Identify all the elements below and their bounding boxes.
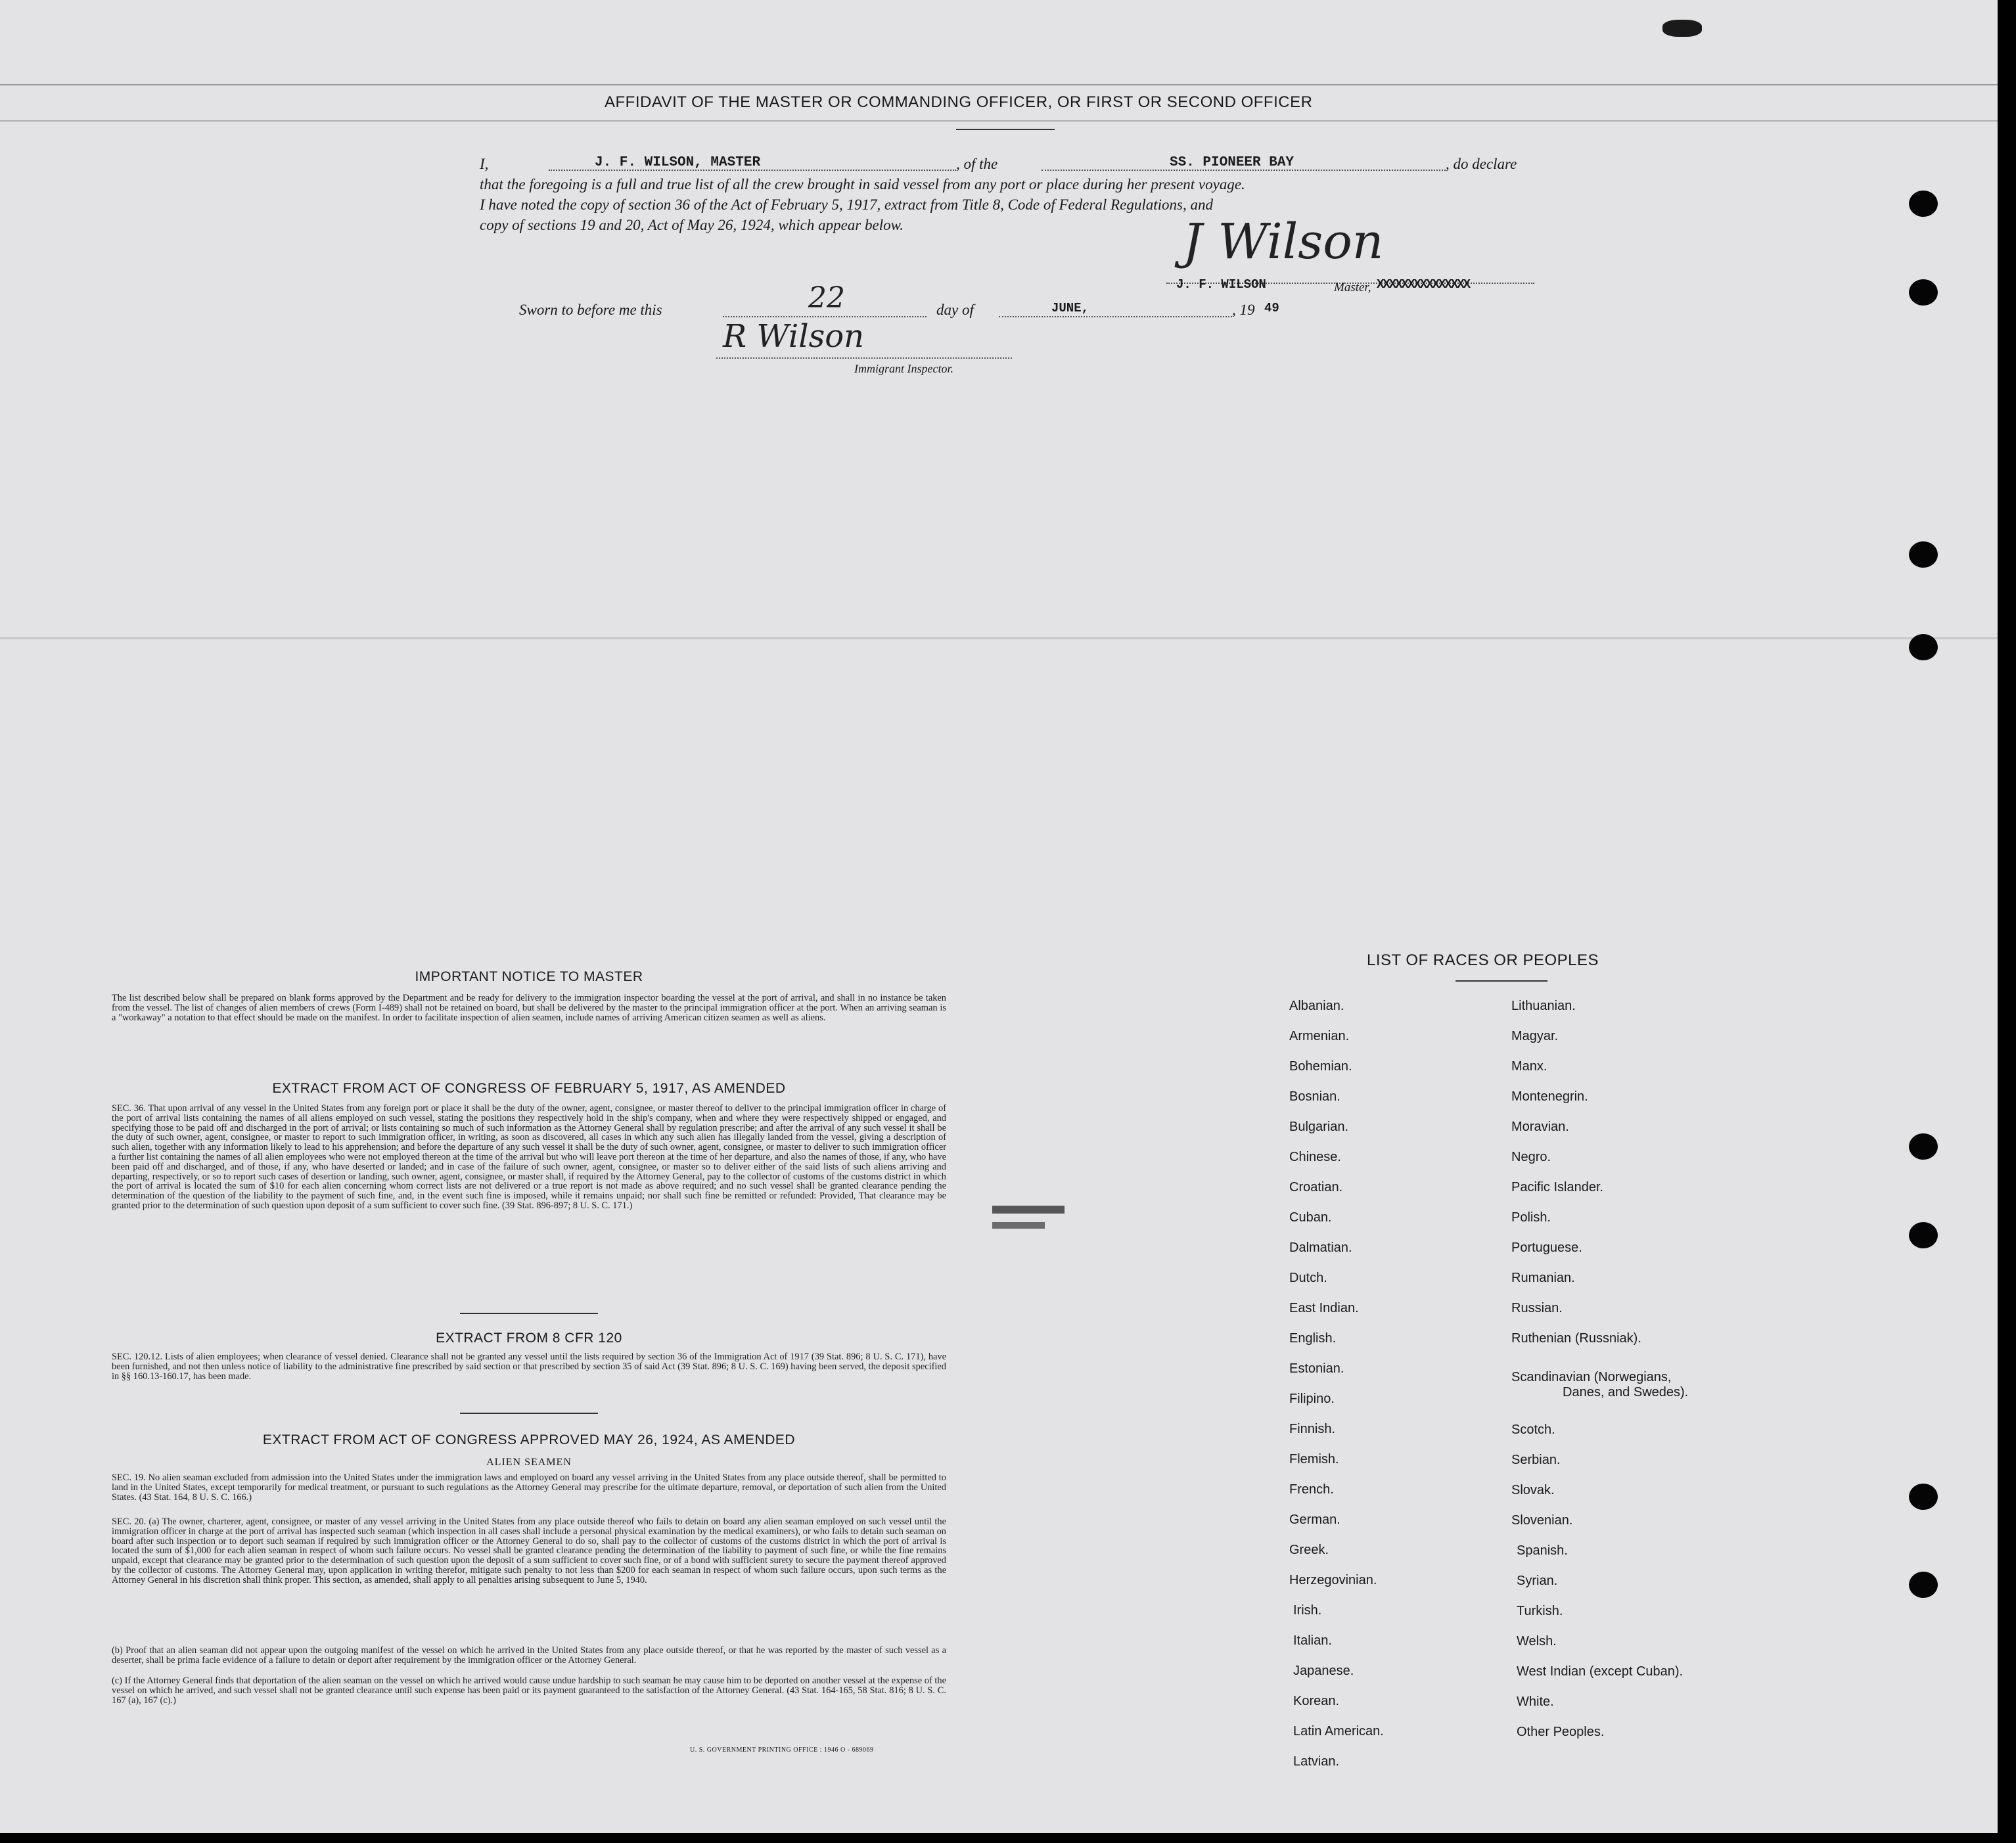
race-item: Bosnian. <box>1289 1089 1340 1104</box>
middle-fold-line <box>0 637 1998 639</box>
year-suffix: 49 <box>1264 301 1279 315</box>
scan-border-bottom <box>0 1833 2016 1843</box>
race-item: German. <box>1289 1513 1340 1527</box>
vessel-name: SS. PIONEER BAY <box>1170 155 1294 170</box>
day-line <box>723 316 927 317</box>
sworn-label: Sworn to before me this <box>519 302 662 318</box>
day-of-label: day of <box>936 302 974 318</box>
race-item: Pacific Islander. <box>1511 1180 1604 1195</box>
declaration-of: , of the <box>956 156 998 172</box>
race-item: Estonian. <box>1289 1361 1344 1376</box>
master-signature-script: J Wilson <box>1183 214 1384 270</box>
master-label: Master, <box>1334 281 1371 294</box>
ink-blot <box>992 1206 1065 1214</box>
year-prefix: , 19 <box>1232 302 1255 318</box>
race-item: Armenian. <box>1289 1029 1350 1043</box>
binder-hole <box>1909 1484 1938 1510</box>
race-item: Turkish. <box>1517 1604 1563 1618</box>
race-item: Bulgarian. <box>1289 1120 1349 1134</box>
inspector-signature: R Wilson <box>723 318 865 355</box>
race-item: Herzegovinian. <box>1289 1573 1377 1587</box>
race-item: Negro. <box>1511 1150 1551 1164</box>
section-20b-text: (b) Proof that an alien seaman did not appear upon the outgoing manifest of the vessel on which he arrived in the United States from any place outside thereof, or that he was reported by the master of such vessel as a deserter, shall be prima facie evidence of a failure to detain or deport after requirement by the immigration officer or the Attorney General. <box>112 1645 946 1666</box>
master-name: J. F. WILSON, MASTER <box>595 155 761 170</box>
race-item: East Indian. <box>1289 1301 1359 1315</box>
race-item: Filipino. <box>1289 1392 1335 1406</box>
declaration-declare: , do declare <box>1446 156 1517 172</box>
race-item: Greek. <box>1289 1543 1329 1557</box>
extract-1917-heading: EXTRACT FROM ACT OF CONGRESS OF FEBRUARY 5, 1917, AS AMENDED <box>272 1081 786 1096</box>
race-item: Cuban. <box>1289 1210 1332 1225</box>
notice-heading: IMPORTANT NOTICE TO MASTER <box>415 969 643 984</box>
race-item: Irish. <box>1293 1603 1322 1618</box>
printer-imprint: U. S. GOVERNMENT PRINTING OFFICE : 1946 O - 689069 <box>690 1746 874 1754</box>
race-item: Slovak. <box>1511 1483 1555 1497</box>
declaration-line-3: I have noted the copy of section 36 of the Act of February 5, 1917, extract from Title 8, Code of Federal Regulations, and <box>480 196 1213 213</box>
race-item: Moravian. <box>1511 1120 1569 1134</box>
race-item: Slovenian. <box>1511 1513 1573 1528</box>
race-item: Serbian. <box>1511 1453 1561 1467</box>
section-rule <box>460 1313 598 1314</box>
extract-1924-heading: EXTRACT FROM ACT OF CONGRESS APPROVED MAY 26, 1924, AS AMENDED <box>262 1432 796 1447</box>
master-signature-typed: J. F. WILSON <box>1176 277 1266 292</box>
extract-cfr-heading: EXTRACT FROM 8 CFR 120 <box>436 1331 622 1346</box>
race-item: Dalmatian. <box>1289 1240 1352 1255</box>
title-rule <box>956 129 1055 130</box>
declaration-line-2: that the foregoing is a full and true list of all the crew brought in said vessel from any port or place during her present voyage. <box>480 176 1245 193</box>
section-20c-text: (c) If the Attorney General finds that deportation of the alien seaman on the vessel on which he arrived would cause undue hardship to such seaman he may cause him to be deported on another vessel at the expense of the vessel on which he arrived, and such vessel shall not be granted clearance until such expense has been paid or its payment guaranteed to the satisfaction of the Attorney General. (43 Stat. 164-165, 58 Stat. 816; 8 U. S. C. 167 (a), 167 (c).) <box>112 1675 946 1706</box>
affidavit-title: AFFIDAVIT OF THE MASTER OR COMMANDING OFFICER, OR FIRST OR SECOND OFFICER <box>605 93 1313 111</box>
race-item: Croatian. <box>1289 1180 1343 1195</box>
scan-border-right <box>1998 0 2016 1843</box>
race-item-scandinavian-cont: Danes, and Swedes). <box>1563 1385 1689 1399</box>
binder-hole <box>1909 191 1938 217</box>
notice-text: The list described below shall be prepared on blank forms approved by the Department and be ready for delivery to the immigration inspector boarding the vessel at the port of arrival, and shall in no instance be taken from the vessel. The list of changes of alien members of crews (Form I-489) shall not be retained on board, but shall be delivered by the master to the principal immigration officer at the port. When an arriving seaman is a "workaway" a notation to that effect should be made on the manifest. In order to facilitate inspection of alien seamen, include names of arriving American citizen seamen as well as aliens. <box>112 993 946 1023</box>
struck-title: XXXXXXXXXXXXXXX <box>1377 277 1470 292</box>
race-item: Lithuanian. <box>1511 999 1576 1013</box>
ink-blot <box>992 1222 1045 1229</box>
race-item-scandinavian: Scandinavian (Norwegians, <box>1511 1370 1672 1384</box>
race-item: French. <box>1289 1482 1334 1497</box>
race-item: Korean. <box>1293 1694 1340 1708</box>
race-item: Manx. <box>1511 1059 1547 1074</box>
binder-hole <box>1909 1572 1938 1598</box>
races-title-rule <box>1455 980 1547 982</box>
race-item: White. <box>1517 1695 1554 1709</box>
race-item: Ruthenian (Russniak). <box>1511 1331 1641 1346</box>
ink-blot <box>1662 20 1702 37</box>
race-item: Other Peoples. <box>1517 1725 1605 1739</box>
inspector-label: Immigrant Inspector. <box>854 362 953 375</box>
race-item: Flemish. <box>1289 1452 1339 1467</box>
section-20a-text: SEC. 20. (a) The owner, charterer, agent, consignee, or master of any vessel arriving in the United States from any place outside thereof who fails to detain on board any alien seaman employed on such vessel until the immigration officer in charge at the port of arrival has inspected such seaman (which inspection in all cases shall include a personal physical examination by the medical examiners), or who fails to detain such seaman on board after such inspection or to deport such seaman if required by such immigration officer or the Attorney General to do so, shall pay to the collector of customs of the customs district in which the port of arrival is located the sum of $1,000 for each alien seaman in respect of whom such failure occurs. No vessel shall be granted clearance pending the determination of the liability to payment of such fine, or while the fine remains unpaid, except that clearance may be granted prior to the determination of such question upon the deposit of a sum sufficient to cover such fine, or of a bond with sufficient surety to secure the payment thereof approved by the collector of customs. The Attorney General may, upon application in writing therefor, mitigate such penalty to not less than $200 for each seaman in respect of whom such failure occurs, upon such terms as the Attorney General in his discretion shall think proper. This section, as amended, shall apply to all penalties arising subsequent to June 5, 1940. <box>112 1516 946 1585</box>
month-line <box>999 316 1232 317</box>
race-item: Rumanian. <box>1511 1271 1575 1285</box>
extract-cfr-text: SEC. 120.12. Lists of alien employees; when clearance of vessel denied. Clearance shall not be granted any vessel until the lists required by section 36 of the Immigration Act of 1917 (39 Stat. 896; 8 U. S. C. 171), have been furnished, and not then unless notice of liability to the administrative fine prescribed by said section or that prescribed by section 35 of said Act (39 Stat. 896; 8 U. S. C. 169) having been served, the deposit specified in §§ 160.13-160.17, has been made. <box>112 1352 946 1382</box>
race-item: Japanese. <box>1293 1664 1354 1678</box>
race-item: Latvian. <box>1293 1754 1340 1769</box>
declaration-line-4: copy of sections 19 and 20, Act of May 26, 1924, which appear below. <box>480 217 904 233</box>
race-item: Scotch. <box>1511 1422 1555 1437</box>
race-item: Montenegrin. <box>1511 1089 1588 1104</box>
race-item: Portuguese. <box>1511 1240 1582 1255</box>
sworn-day: 22 <box>808 281 845 315</box>
alien-seamen-subheading: ALIEN SEAMEN <box>486 1457 572 1468</box>
race-item: English. <box>1289 1331 1337 1346</box>
extract-1917-text: SEC. 36. That upon arrival of any vessel in the United States from any foreign port or place it shall be the duty of the owner, agent, consignee, or master thereof to deliver to the principal immigration officer in charge of the port of arrival lists containing the names of all aliens employed on such vessel, stating the positions they respectively hold in the ship's company, when and where they were respectively shipped or engaged, and specifying those to be paid off and discharged in the port of arrival; or lists containing so much of such information as the Attorney General shall by regulation prescribe; and after the arrival of any such vessel it shall be the duty of such owner, agent, consignee, or master to report to such immigration officer, in writing, as soon as discovered, all cases in which any such alien has illegally landed from the vessel, giving a description of such alien, together with any information likely to lead to his apprehension; and before the departure of any such vessel it shall be the duty of such owner, agent, consignee, or master to deliver to such immigration officer a further list containing the names of all alien employees who were not employed thereon at the time of the arrival but who will leave port thereon at the time of her departure, and also the names of those, if any, who have been paid off and discharged, and of those, if any, who have deserted or landed; and in case of the failure of such owner, agent, consignee, or master so to deliver either of the said lists of such aliens arriving and departing, respectively, or so to report such cases of desertion or landing, such owner, agent, consignee, or master shall, if required by the Attorney General, pay to the collector of customs of the customs district in which the port of arrival is located the sum of $10 for each alien concerning whom correct lists are not delivered or a true report is not made as above required; and no such vessel shall be granted clearance pending the determination of the question of the liability to the payment of such fine, and, in the event such fine is imposed, while it remains unpaid; nor shall such fine be remitted or refunded: Provided, That clearance may be granted prior to the determination of such question upon deposit of a sum sufficient to cover such fine. (39 Stat. 896-897; 8 U. S. C. 171.) <box>112 1103 946 1211</box>
race-item: West Indian (except Cuban). <box>1517 1664 1684 1679</box>
race-item: Finnish. <box>1289 1422 1336 1436</box>
sworn-month: JUNE, <box>1051 301 1089 315</box>
races-title: LIST OF RACES OR PEOPLES <box>1367 951 1599 969</box>
section-19-text: SEC. 19. No alien seaman excluded from admission into the United States under the immigration laws and employed on board any vessel arriving in the United States from any place outside thereof, shall be permitted to land in the United States, except temporarily for medical treatment, or pursuant to such regulations as the Attorney General may prescribe for the ultimate departure, removal, or deportation of such alien from the United States. (43 Stat. 164, 8 U. S. C. 166.) <box>112 1472 946 1503</box>
race-item: Chinese. <box>1289 1150 1341 1164</box>
binder-hole <box>1909 1133 1938 1160</box>
race-item: Polish. <box>1511 1210 1551 1225</box>
section-rule <box>460 1413 598 1414</box>
race-item: Syrian. <box>1517 1574 1558 1588</box>
race-item: Welsh. <box>1517 1634 1557 1649</box>
race-item: Bohemian. <box>1289 1059 1352 1074</box>
race-item: Dutch. <box>1289 1271 1327 1285</box>
race-item: Russian. <box>1511 1301 1563 1315</box>
declaration-i: I, <box>480 156 489 172</box>
binder-hole <box>1909 541 1938 568</box>
race-item: Magyar. <box>1511 1029 1559 1043</box>
top-fold-line <box>0 84 1998 85</box>
binder-hole <box>1909 1222 1938 1248</box>
race-item: Latin American. <box>1293 1724 1384 1739</box>
binder-hole <box>1909 279 1938 306</box>
header-fold-line <box>0 120 1998 122</box>
race-item: Spanish. <box>1517 1543 1568 1558</box>
race-item: Italian. <box>1293 1633 1332 1648</box>
binder-hole <box>1909 634 1938 660</box>
race-item: Albanian. <box>1289 999 1344 1013</box>
